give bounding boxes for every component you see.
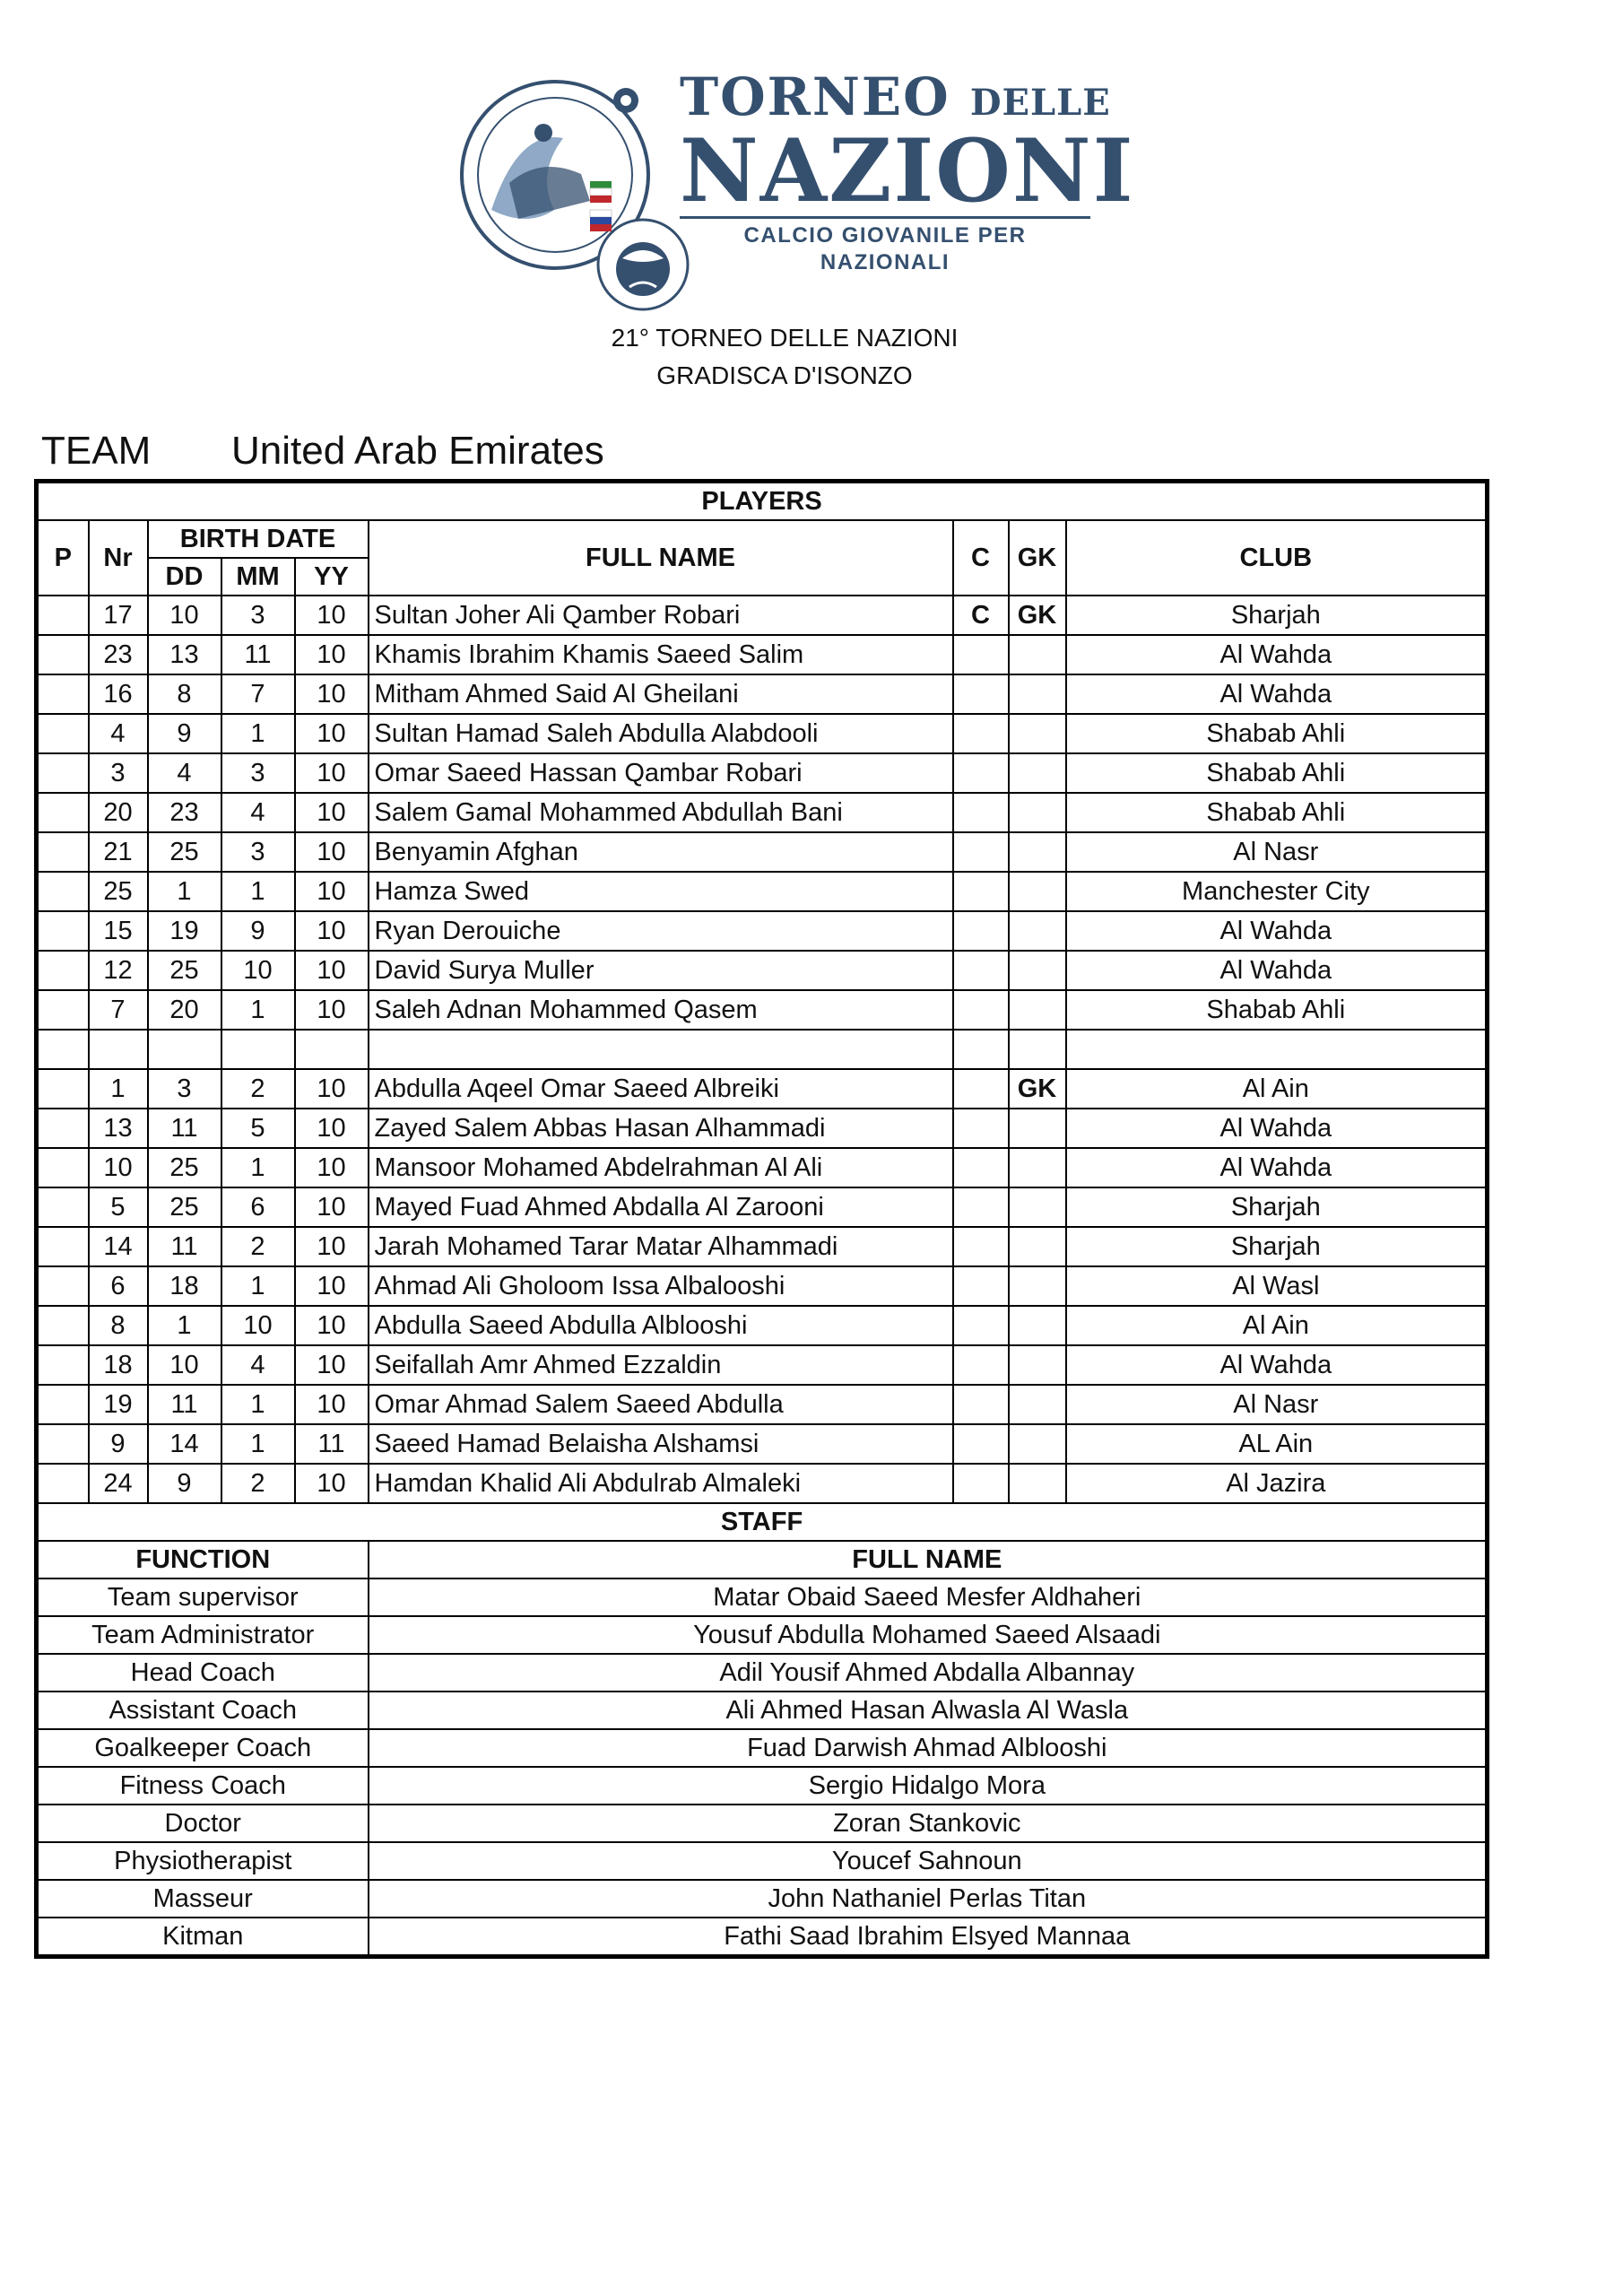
player-full-name: Hamza Swed [369, 872, 953, 911]
brand-tagline: CALCIO GIOVANILE PER NAZIONALI [680, 216, 1090, 276]
staff-full-name: John Nathaniel Perlas Titan [369, 1880, 1488, 1918]
soccer-ball-logo [594, 215, 692, 314]
player-goalkeeper-flag [1009, 1385, 1066, 1424]
player-number: 5 [89, 1187, 148, 1227]
player-number: 4 [89, 714, 148, 753]
player-birth-dd: 18 [148, 1266, 221, 1306]
player-full-name: Benyamin Afghan [369, 832, 953, 872]
player-p [37, 714, 89, 753]
player-captain-flag: C [953, 596, 1009, 635]
player-birth-dd: 25 [148, 951, 221, 990]
staff-row [37, 1880, 1488, 1918]
player-p [37, 1069, 89, 1109]
player-number: 19 [89, 1385, 148, 1424]
player-birth-mm: 10 [221, 1306, 295, 1345]
player-birth-mm: 2 [221, 1464, 295, 1503]
player-club: Sharjah [1066, 1227, 1488, 1266]
player-number: 24 [89, 1464, 148, 1503]
player-number: 25 [89, 872, 148, 911]
player-birth-yy: 10 [295, 1069, 369, 1109]
player-goalkeeper-flag [1009, 1148, 1066, 1187]
player-birth-mm: 1 [221, 1266, 295, 1306]
player-captain-flag [953, 793, 1009, 832]
player-birth-yy: 11 [295, 1424, 369, 1464]
player-number: 8 [89, 1306, 148, 1345]
player-row [37, 793, 1488, 832]
player-captain-flag [953, 635, 1009, 674]
player-captain-flag [953, 990, 1009, 1030]
player-row [37, 753, 1488, 793]
player-captain-flag [953, 1030, 1009, 1069]
player-goalkeeper-flag [1009, 872, 1066, 911]
player-captain-flag [953, 1227, 1009, 1266]
player-captain-flag [953, 832, 1009, 872]
col-birth-date-header: BIRTH DATE [148, 520, 369, 558]
staff-function: Masseur [37, 1880, 369, 1918]
player-p [37, 1187, 89, 1227]
player-p [37, 1030, 89, 1069]
players-section-header [37, 482, 1488, 521]
players-title: PLAYERS [37, 482, 1488, 521]
player-p [37, 990, 89, 1030]
player-club: Al Wahda [1066, 635, 1488, 674]
player-p [37, 1266, 89, 1306]
staff-row [37, 1918, 1488, 1957]
player-captain-flag [953, 1148, 1009, 1187]
player-goalkeeper-flag [1009, 714, 1066, 753]
player-goalkeeper-flag [1009, 990, 1066, 1030]
player-captain-flag [953, 911, 1009, 951]
player-captain-flag [953, 1187, 1009, 1227]
player-club: Al Wahda [1066, 951, 1488, 990]
staff-function: Fitness Coach [37, 1767, 369, 1805]
player-club: Shabab Ahli [1066, 793, 1488, 832]
player-captain-flag [953, 674, 1009, 714]
player-number [89, 1030, 148, 1069]
player-full-name: Jarah Mohamed Tarar Matar Alhammadi [369, 1227, 953, 1266]
team-label: TEAM [41, 429, 152, 473]
col-dd-header: DD [148, 558, 221, 596]
player-birth-mm: 1 [221, 1385, 295, 1424]
player-row [37, 1345, 1488, 1385]
player-birth-mm: 10 [221, 951, 295, 990]
player-club: Al Wahda [1066, 1148, 1488, 1187]
player-p [37, 872, 89, 911]
player-birth-dd: 25 [148, 832, 221, 872]
player-birth-yy: 10 [295, 1227, 369, 1266]
player-captain-flag [953, 1306, 1009, 1345]
player-goalkeeper-flag [1009, 1266, 1066, 1306]
staff-row [37, 1654, 1488, 1692]
player-club: Al Wasl [1066, 1266, 1488, 1306]
player-birth-mm: 6 [221, 1187, 295, 1227]
player-p [37, 832, 89, 872]
player-goalkeeper-flag [1009, 1306, 1066, 1345]
staff-full-name: Zoran Stankovic [369, 1805, 1488, 1842]
players-header-row-1 [37, 520, 1488, 558]
player-goalkeeper-flag [1009, 951, 1066, 990]
player-club: Al Nasr [1066, 1385, 1488, 1424]
player-number: 15 [89, 911, 148, 951]
player-row [37, 1109, 1488, 1148]
player-club: Shabab Ahli [1066, 753, 1488, 793]
edition-place: GRADISCA D'ISONZO [656, 361, 913, 389]
staff-function: Team Administrator [37, 1616, 369, 1654]
player-birth-yy: 10 [295, 1148, 369, 1187]
player-birth-mm: 4 [221, 793, 295, 832]
player-full-name: Salem Gamal Mohammed Abdullah Bani [369, 793, 953, 832]
player-row [37, 911, 1488, 951]
player-birth-yy: 10 [295, 911, 369, 951]
player-birth-yy: 10 [295, 832, 369, 872]
player-full-name: Omar Ahmad Salem Saeed Abdulla [369, 1385, 953, 1424]
player-p [37, 1385, 89, 1424]
player-birth-dd: 8 [148, 674, 221, 714]
player-full-name: Omar Saeed Hassan Qambar Robari [369, 753, 953, 793]
player-full-name [369, 1030, 953, 1069]
player-birth-yy: 10 [295, 1109, 369, 1148]
staff-row [37, 1729, 1488, 1767]
player-captain-flag [953, 1109, 1009, 1148]
staff-section-header [37, 1503, 1488, 1541]
player-number: 23 [89, 635, 148, 674]
player-club: AL Ain [1066, 1424, 1488, 1464]
player-number: 16 [89, 674, 148, 714]
player-birth-mm: 5 [221, 1109, 295, 1148]
staff-full-name: Fathi Saad Ibrahim Elsyed Mannaa [369, 1918, 1488, 1957]
player-captain-flag [953, 1464, 1009, 1503]
player-full-name: Sultan Joher Ali Qamber Robari [369, 596, 953, 635]
player-full-name: Abdulla Aqeel Omar Saeed Albreiki [369, 1069, 953, 1109]
player-goalkeeper-flag: GK [1009, 596, 1066, 635]
player-full-name: Saleh Adnan Mohammed Qasem [369, 990, 953, 1030]
player-number: 14 [89, 1227, 148, 1266]
player-club: Al Nasr [1066, 832, 1488, 872]
player-row [37, 1385, 1488, 1424]
player-birth-mm: 1 [221, 872, 295, 911]
player-birth-dd: 11 [148, 1385, 221, 1424]
player-birth-mm: 9 [221, 911, 295, 951]
player-birth-dd: 9 [148, 1464, 221, 1503]
player-birth-dd: 20 [148, 990, 221, 1030]
player-p [37, 951, 89, 990]
player-birth-dd: 13 [148, 635, 221, 674]
staff-full-name-header: FULL NAME [369, 1541, 1488, 1578]
player-goalkeeper-flag [1009, 635, 1066, 674]
player-club: Al Wahda [1066, 1109, 1488, 1148]
player-p [37, 1306, 89, 1345]
col-gk-header: GK [1009, 520, 1066, 596]
col-mm-header: MM [221, 558, 295, 596]
player-row [37, 832, 1488, 872]
player-birth-mm: 1 [221, 1424, 295, 1464]
player-club: Sharjah [1066, 596, 1488, 635]
team-name: United Arab Emirates [231, 429, 604, 473]
edition-title: 21° TORNEO DELLE NAZIONI [611, 324, 959, 352]
player-p [37, 1227, 89, 1266]
staff-row [37, 1578, 1488, 1616]
player-captain-flag [953, 714, 1009, 753]
player-birth-yy: 10 [295, 990, 369, 1030]
player-birth-dd: 11 [148, 1227, 221, 1266]
player-captain-flag [953, 951, 1009, 990]
player-birth-dd: 3 [148, 1069, 221, 1109]
player-full-name: David Surya Muller [369, 951, 953, 990]
player-full-name: Abdulla Saeed Abdulla Alblooshi [369, 1306, 953, 1345]
staff-function: Team supervisor [37, 1578, 369, 1616]
player-p [37, 635, 89, 674]
player-club: Manchester City [1066, 872, 1488, 911]
player-birth-mm: 7 [221, 674, 295, 714]
roster-table [34, 479, 1489, 1959]
player-birth-mm: 3 [221, 832, 295, 872]
player-full-name: Mayed Fuad Ahmed Abdalla Al Zarooni [369, 1187, 953, 1227]
player-birth-dd: 19 [148, 911, 221, 951]
player-birth-dd: 4 [148, 753, 221, 793]
player-p [37, 674, 89, 714]
player-full-name: Saeed Hamad Belaisha Alshamsi [369, 1424, 953, 1464]
player-full-name: Sultan Hamad Saleh Abdulla Alabdooli [369, 714, 953, 753]
player-p [37, 1109, 89, 1148]
player-birth-mm: 1 [221, 990, 295, 1030]
player-goalkeeper-flag [1009, 753, 1066, 793]
player-full-name: Zayed Salem Abbas Hasan Alhammadi [369, 1109, 953, 1148]
staff-row [37, 1692, 1488, 1729]
player-goalkeeper-flag [1009, 793, 1066, 832]
player-captain-flag [953, 1069, 1009, 1109]
player-birth-yy: 10 [295, 1266, 369, 1306]
player-row [37, 596, 1488, 635]
player-p [37, 1424, 89, 1464]
player-row [37, 990, 1488, 1030]
player-captain-flag [953, 1385, 1009, 1424]
player-full-name: Mansoor Mohamed Abdelrahman Al Ali [369, 1148, 953, 1187]
player-club: Al Wahda [1066, 911, 1488, 951]
staff-full-name: Ali Ahmed Hasan Alwasla Al Wasla [369, 1692, 1488, 1729]
player-birth-yy: 10 [295, 793, 369, 832]
player-number: 9 [89, 1424, 148, 1464]
player-birth-yy: 10 [295, 1385, 369, 1424]
player-birth-yy: 10 [295, 714, 369, 753]
player-captain-flag [953, 872, 1009, 911]
player-row [37, 1266, 1488, 1306]
player-number: 10 [89, 1148, 148, 1187]
player-row [37, 714, 1488, 753]
player-number: 18 [89, 1345, 148, 1385]
brand-torneo: TORNEO [680, 66, 950, 127]
player-club [1066, 1030, 1488, 1069]
player-birth-mm: 2 [221, 1227, 295, 1266]
staff-function-header: FUNCTION [37, 1541, 369, 1578]
player-goalkeeper-flag [1009, 1187, 1066, 1227]
page-header [0, 0, 1623, 422]
player-number: 12 [89, 951, 148, 990]
player-row [37, 635, 1488, 674]
player-birth-dd [148, 1030, 221, 1069]
col-club-header: CLUB [1066, 520, 1488, 596]
player-row [37, 1424, 1488, 1464]
player-p [37, 1148, 89, 1187]
staff-title: STAFF [37, 1503, 1488, 1541]
staff-function: Doctor [37, 1805, 369, 1842]
player-row [37, 1306, 1488, 1345]
staff-function: Goalkeeper Coach [37, 1729, 369, 1767]
staff-full-name: Sergio Hidalgo Mora [369, 1767, 1488, 1805]
player-birth-mm: 1 [221, 714, 295, 753]
player-p [37, 793, 89, 832]
player-captain-flag [953, 753, 1009, 793]
staff-full-name: Youcef Sahnoun [369, 1842, 1488, 1880]
player-birth-mm: 11 [221, 635, 295, 674]
player-birth-yy: 10 [295, 674, 369, 714]
player-birth-mm: 2 [221, 1069, 295, 1109]
player-club: Al Jazira [1066, 1464, 1488, 1503]
edition-block [0, 319, 1569, 395]
player-birth-mm: 1 [221, 1148, 295, 1187]
staff-full-name: Yousuf Abdulla Mohamed Saeed Alsaadi [369, 1616, 1488, 1654]
player-p [37, 911, 89, 951]
player-club: Shabab Ahli [1066, 990, 1488, 1030]
player-club: Al Wahda [1066, 1345, 1488, 1385]
player-club: Al Ain [1066, 1306, 1488, 1345]
staff-function: Head Coach [37, 1654, 369, 1692]
staff-full-name: Matar Obaid Saeed Mesfer Aldhaheri [369, 1578, 1488, 1616]
player-number: 3 [89, 753, 148, 793]
player-birth-dd: 9 [148, 714, 221, 753]
staff-header-row [37, 1541, 1488, 1578]
player-birth-yy: 10 [295, 635, 369, 674]
player-birth-yy: 10 [295, 872, 369, 911]
player-birth-dd: 25 [148, 1148, 221, 1187]
player-number: 1 [89, 1069, 148, 1109]
player-p [37, 1345, 89, 1385]
player-captain-flag [953, 1266, 1009, 1306]
player-birth-mm: 3 [221, 596, 295, 635]
player-goalkeeper-flag: GK [1009, 1069, 1066, 1109]
staff-function: Kitman [37, 1918, 369, 1957]
player-row [37, 872, 1488, 911]
staff-row [37, 1767, 1488, 1805]
brand-nazioni: NAZIONI [680, 120, 1135, 222]
player-birth-dd: 10 [148, 1345, 221, 1385]
player-goalkeeper-flag [1009, 1030, 1066, 1069]
player-captain-flag [953, 1345, 1009, 1385]
player-goalkeeper-flag [1009, 674, 1066, 714]
brand-delle: DELLE [969, 82, 1111, 124]
staff-function: Physiotherapist [37, 1842, 369, 1880]
player-birth-dd: 1 [148, 872, 221, 911]
col-nr-header: Nr [89, 520, 148, 596]
player-birth-dd: 25 [148, 1187, 221, 1227]
player-birth-yy: 10 [295, 753, 369, 793]
staff-full-name: Adil Yousif Ahmed Abdalla Albannay [369, 1654, 1488, 1692]
player-birth-yy: 10 [295, 1464, 369, 1503]
player-birth-dd: 1 [148, 1306, 221, 1345]
col-p-header: P [37, 520, 89, 596]
player-row [37, 1227, 1488, 1266]
player-p [37, 753, 89, 793]
col-yy-header: YY [295, 558, 369, 596]
player-club: Sharjah [1066, 1187, 1488, 1227]
player-full-name: Hamdan Khalid Ali Abdulrab Almaleki [369, 1464, 953, 1503]
player-row [37, 1069, 1488, 1109]
player-birth-yy [295, 1030, 369, 1069]
player-goalkeeper-flag [1009, 1345, 1066, 1385]
player-birth-dd: 11 [148, 1109, 221, 1148]
player-birth-mm: 3 [221, 753, 295, 793]
player-birth-yy: 10 [295, 1345, 369, 1385]
player-row [37, 1464, 1488, 1503]
player-number: 17 [89, 596, 148, 635]
player-birth-yy: 10 [295, 1306, 369, 1345]
player-goalkeeper-flag [1009, 1424, 1066, 1464]
player-birth-dd: 14 [148, 1424, 221, 1464]
staff-row [37, 1842, 1488, 1880]
player-p [37, 596, 89, 635]
player-club: Al Ain [1066, 1069, 1488, 1109]
player-full-name: Mitham Ahmed Said Al Gheilani [369, 674, 953, 714]
player-birth-dd: 23 [148, 793, 221, 832]
player-captain-flag [953, 1424, 1009, 1464]
player-goalkeeper-flag [1009, 911, 1066, 951]
team-line [41, 429, 604, 474]
player-row [37, 1030, 1488, 1069]
player-number: 6 [89, 1266, 148, 1306]
brand-wordmark [680, 66, 1182, 276]
player-birth-mm: 4 [221, 1345, 295, 1385]
player-row [37, 1187, 1488, 1227]
player-goalkeeper-flag [1009, 1109, 1066, 1148]
staff-function: Assistant Coach [37, 1692, 369, 1729]
player-birth-dd: 10 [148, 596, 221, 635]
player-club: Al Wahda [1066, 674, 1488, 714]
player-row [37, 951, 1488, 990]
player-full-name: Seifallah Amr Ahmed Ezzaldin [369, 1345, 953, 1385]
player-row [37, 674, 1488, 714]
player-birth-mm [221, 1030, 295, 1069]
player-number: 7 [89, 990, 148, 1030]
player-number: 20 [89, 793, 148, 832]
staff-row [37, 1616, 1488, 1654]
player-goalkeeper-flag [1009, 1464, 1066, 1503]
player-birth-yy: 10 [295, 951, 369, 990]
col-full-name-header: FULL NAME [369, 520, 953, 596]
player-full-name: Khamis Ibrahim Khamis Saeed Salim [369, 635, 953, 674]
player-row [37, 1148, 1488, 1187]
player-number: 21 [89, 832, 148, 872]
player-number: 13 [89, 1109, 148, 1148]
staff-row [37, 1805, 1488, 1842]
col-c-header: C [953, 520, 1009, 596]
staff-full-name: Fuad Darwish Ahmad Alblooshi [369, 1729, 1488, 1767]
player-birth-yy: 10 [295, 596, 369, 635]
player-full-name: Ahmad Ali Gholoom Issa Albalooshi [369, 1266, 953, 1306]
player-club: Shabab Ahli [1066, 714, 1488, 753]
player-goalkeeper-flag [1009, 832, 1066, 872]
player-birth-yy: 10 [295, 1187, 369, 1227]
player-goalkeeper-flag [1009, 1227, 1066, 1266]
player-full-name: Ryan Derouiche [369, 911, 953, 951]
player-p [37, 1464, 89, 1503]
